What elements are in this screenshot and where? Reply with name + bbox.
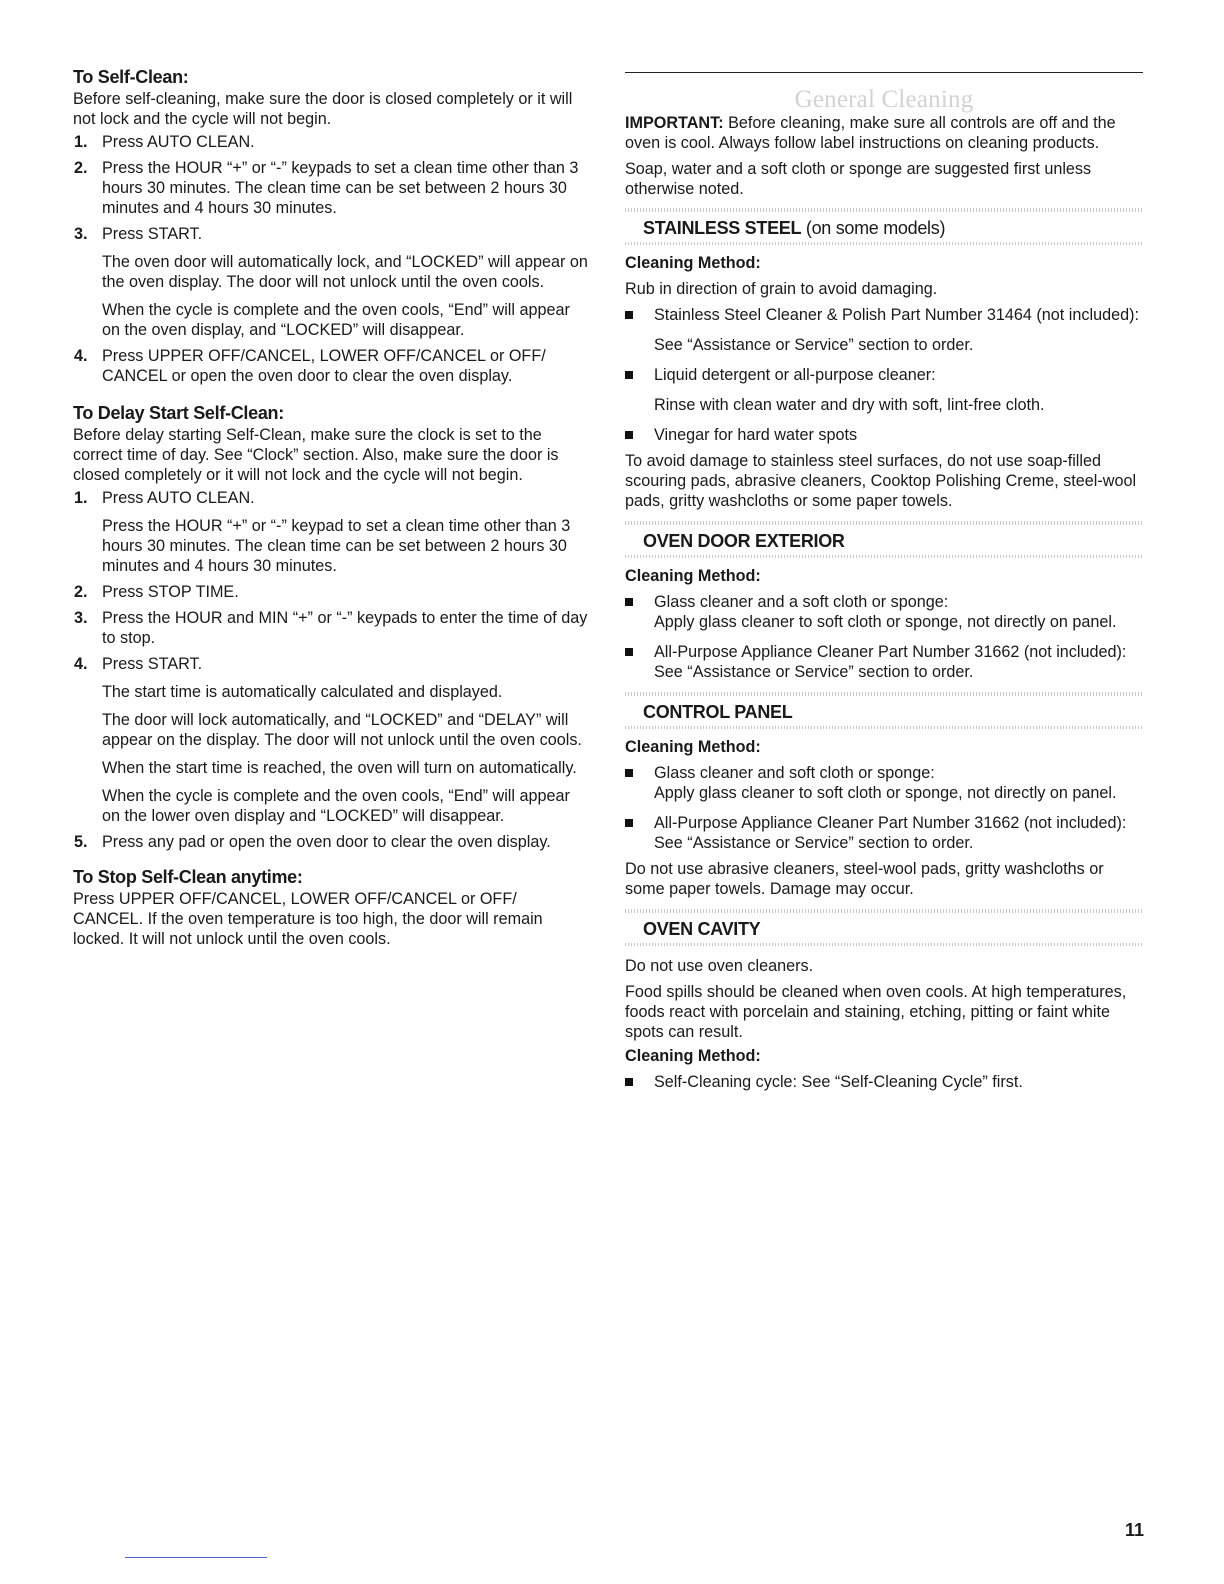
self-clean-intro: Before self-cleaning, make sure the door is closed completely or it will not lock and the cycle will not begin. — [73, 90, 573, 128]
list-item: 2. Press the HOUR “+” or “-” keypads to set a clean time other than 3 hours 30 minutes. The clean time can be set between 2 hours 30 minutes and 4 hours 30 minutes. — [74, 159, 579, 217]
left-column — [73, 66, 588, 949]
stop-heading: To Stop Self-Clean anytime: — [73, 867, 303, 887]
step-note: When the cycle is complete and the oven cools, “End” will appear on the oven display, and “LOCKED” will disappear. — [102, 301, 570, 339]
step-note: The oven door will automatically lock, and “LOCKED” will appear on the oven display. The door will not unlock until the oven cools. — [102, 253, 588, 291]
list-item: 3. Press START. The oven door will automatically lock, and “LOCKED” will appear on the oven display. The door will not unlock until the oven cools. When the cycle is complete and the oven cools, “End” will appear on the oven display, and “LOCKED” will disappear. — [74, 225, 588, 339]
list-item: 4. Press UPPER OFF/CANCEL, LOWER OFF/CANCEL or OFF/ CANCEL or open the oven door to clear the oven display. — [74, 347, 546, 385]
section-divider — [625, 208, 1143, 212]
soap-note: Soap, water and a soft cloth or sponge are suggested first unless otherwise noted. — [625, 160, 1092, 198]
list-item: Glass cleaner and soft cloth or sponge: Apply glass cleaner to soft cloth or sponge, not directly on panel. — [625, 763, 1143, 803]
self-clean-steps — [73, 132, 588, 386]
right-column — [625, 72, 1143, 1102]
section-divider — [625, 555, 1143, 558]
list-item: Liquid detergent or all-purpose cleaner: Rinse with clean water and dry with soft, lint-free cloth. — [625, 365, 1143, 415]
self-clean-heading: To Self-Clean: — [73, 67, 189, 87]
cleaning-method-label: Cleaning Method: — [625, 567, 761, 585]
control-panel-warning: Do not use abrasive cleaners, steel-wool pads, gritty washcloths or some paper towels. Damage may occur. — [625, 860, 1104, 898]
stainless-list — [625, 305, 1143, 445]
control-panel-list — [625, 763, 1143, 853]
section-divider — [625, 943, 1143, 946]
section-divider — [625, 726, 1143, 729]
list-item: Stainless Steel Cleaner & Polish Part Number 31464 (not included): See “Assistance or Service” section to order. — [625, 305, 1143, 355]
list-item: Self-Cleaning cycle: See “Self-Cleaning Cycle” first. — [625, 1072, 1143, 1092]
cleaning-method-label: Cleaning Method: — [625, 738, 761, 756]
step-note: The door will lock automatically, and “LOCKED” and “DELAY” will appear on the display. The door will not unlock until the oven cools. — [102, 711, 582, 749]
list-item: 1. Press AUTO CLEAN. Press the HOUR “+” or “-” keypad to set a clean time other than 3 hours 30 minutes. The clean time can be set between 2 hours 30 minutes and 4 hours 30 minutes. — [73, 488, 588, 576]
list-item: All-Purpose Appliance Cleaner Part Number 31662 (not included): See “Assistance or Service” section to order. — [625, 642, 1143, 682]
list-item: 4. Press START. The start time is automatically calculated and displayed. The door will lock automatically, and “LOCKED” and “DELAY” will appear on the display. The door will not unlock until the oven cools. When the start time is reached, the oven will turn on automatically. When the cycle is complete and the oven cools, “End” will appear on the lower oven display and “LOCKED” will disappear. — [73, 654, 588, 826]
page-title: General Cleaning — [794, 86, 974, 113]
stainless-steel-heading: STAINLESS STEEL (on some models) — [643, 218, 946, 238]
stop-text: Press UPPER OFF/CANCEL, LOWER OFF/CANCEL or OFF/ CANCEL. If the oven temperature is too high, the door will remain locked. It will not unlock until the oven cools. — [73, 890, 543, 948]
cleaning-method-label: Cleaning Method: — [625, 1047, 761, 1065]
page-number: 11 — [1124, 1520, 1144, 1540]
step-note: When the cycle is complete and the oven cools, “End” will appear on the lower oven display and “LOCKED” will disappear. — [102, 787, 570, 825]
stainless-rub: Rub in direction of grain to avoid damaging. — [625, 280, 938, 298]
oven-door-heading: OVEN DOOR EXTERIOR — [643, 531, 845, 551]
footer-rule — [125, 1557, 267, 1558]
list-item: 3. Press the HOUR and MIN “+” or “-” keypads to enter the time of day to stop. — [74, 609, 588, 647]
oven-cavity-list — [625, 1072, 1143, 1092]
oven-cavity-heading: OVEN CAVITY — [643, 919, 761, 939]
list-item: 2. Press STOP TIME. — [74, 583, 239, 601]
control-panel-heading: CONTROL PANEL — [643, 702, 793, 722]
section-divider — [625, 692, 1143, 696]
section-divider — [625, 242, 1143, 245]
list-item: All-Purpose Appliance Cleaner Part Number 31662 (not included): See “Assistance or Service” section to order. — [625, 813, 1143, 853]
cleaning-method-label: Cleaning Method: — [625, 254, 761, 272]
step-note: When the start time is reached, the oven will turn on automatically. — [102, 759, 577, 777]
list-item: Glass cleaner and a soft cloth or sponge: Apply glass cleaner to soft cloth or sponge, not directly on panel. — [625, 592, 1143, 632]
stainless-warning: To avoid damage to stainless steel surfaces, do not use soap-filled scouring pads, abrasive cleaners, Cooktop Polishing Creme, steel-wool pads, gritty washcloths or some paper towels. — [625, 452, 1137, 510]
list-item: 1. Press AUTO CLEAN. — [74, 133, 255, 151]
oven-door-list — [625, 592, 1143, 682]
important-note: IMPORTANT: Before cleaning, make sure all controls are off and the oven is cool. Always follow label instructions on cleaning products. — [625, 114, 1116, 152]
delay-start-intro: Before delay starting Self-Clean, make sure the clock is set to the correct time of day. See “Clock” section. Also, make sure the door is closed completely or it will not lock and the cycle will not begin. — [73, 426, 559, 484]
cavity-spills: Food spills should be cleaned when oven cools. At high temperatures, foods react with porcelain and staining, etching, pitting or faint white spots can result. — [625, 983, 1127, 1041]
list-item: Vinegar for hard water spots — [625, 425, 1143, 445]
section-divider — [625, 521, 1143, 525]
list-item: 5. Press any pad or open the oven door to clear the oven display. — [74, 833, 551, 851]
section-divider — [625, 909, 1143, 913]
delay-start-steps — [73, 488, 588, 852]
top-divider — [625, 72, 1143, 73]
step-note: Press the HOUR “+” or “-” keypad to set a clean time other than 3 hours 30 minutes. The clean time can be set between 2 hours 30 minutes and 4 hours 30 minutes. — [102, 517, 571, 575]
cavity-note: Do not use oven cleaners. — [625, 957, 814, 975]
step-note: The start time is automatically calculated and displayed. — [102, 683, 503, 701]
delay-start-heading: To Delay Start Self-Clean: — [73, 403, 284, 423]
